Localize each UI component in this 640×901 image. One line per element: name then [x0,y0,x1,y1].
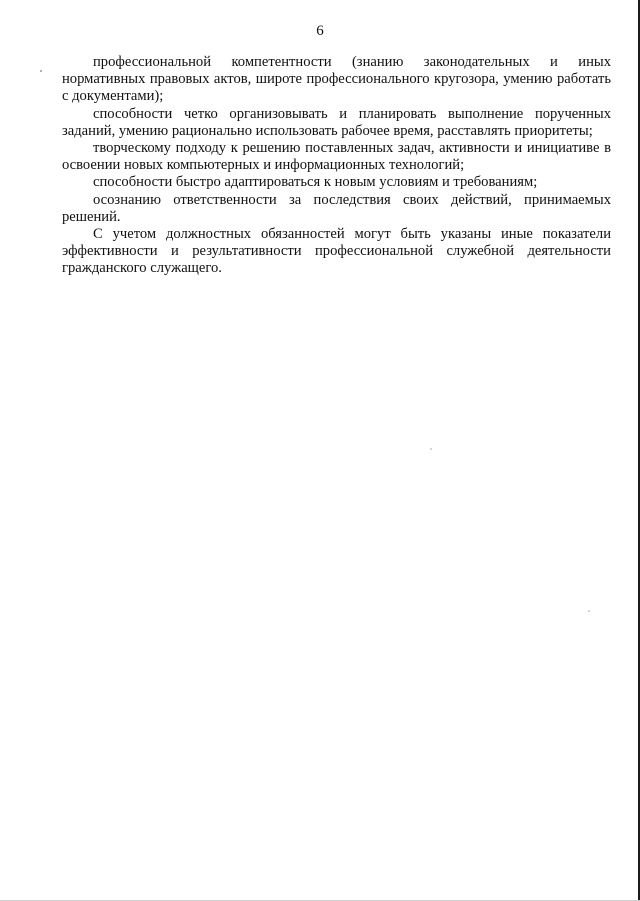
paragraph-adaptability: способности быстро адаптироваться к новым условиям и требованиям; [93,174,538,191]
page-number: 6 [316,23,324,39]
paragraph-creative-approach: творческому подходу к решению поставленных задач, активности и инициативе в освоении новых компьютерных и информационных технологий; [62,140,611,174]
paragraph-responsibility: осознанию ответственности за последствия своих действий, принимаемых решений. [62,191,611,225]
paragraph-organization-ability: способности четко организовывать и планировать выполнение порученных заданий, умению рационально использовать рабочее время, расставлять приоритеты; [62,105,611,139]
paragraph-professional-competence: профессиональной компетентности (знанию законодательных и иных нормативных правовых актов, широте профессионального кругозора, умению работать с документами); [62,54,611,105]
scan-speck [40,70,42,72]
scan-speck [588,610,590,612]
scan-speck [430,448,432,450]
paragraph-other-indicators: С учетом должностных обязанностей могут быть указаны иные показатели эффективности и результативности профессиональной служебной деятельности гражданского служащего. [62,226,611,277]
document-body [62,54,611,278]
